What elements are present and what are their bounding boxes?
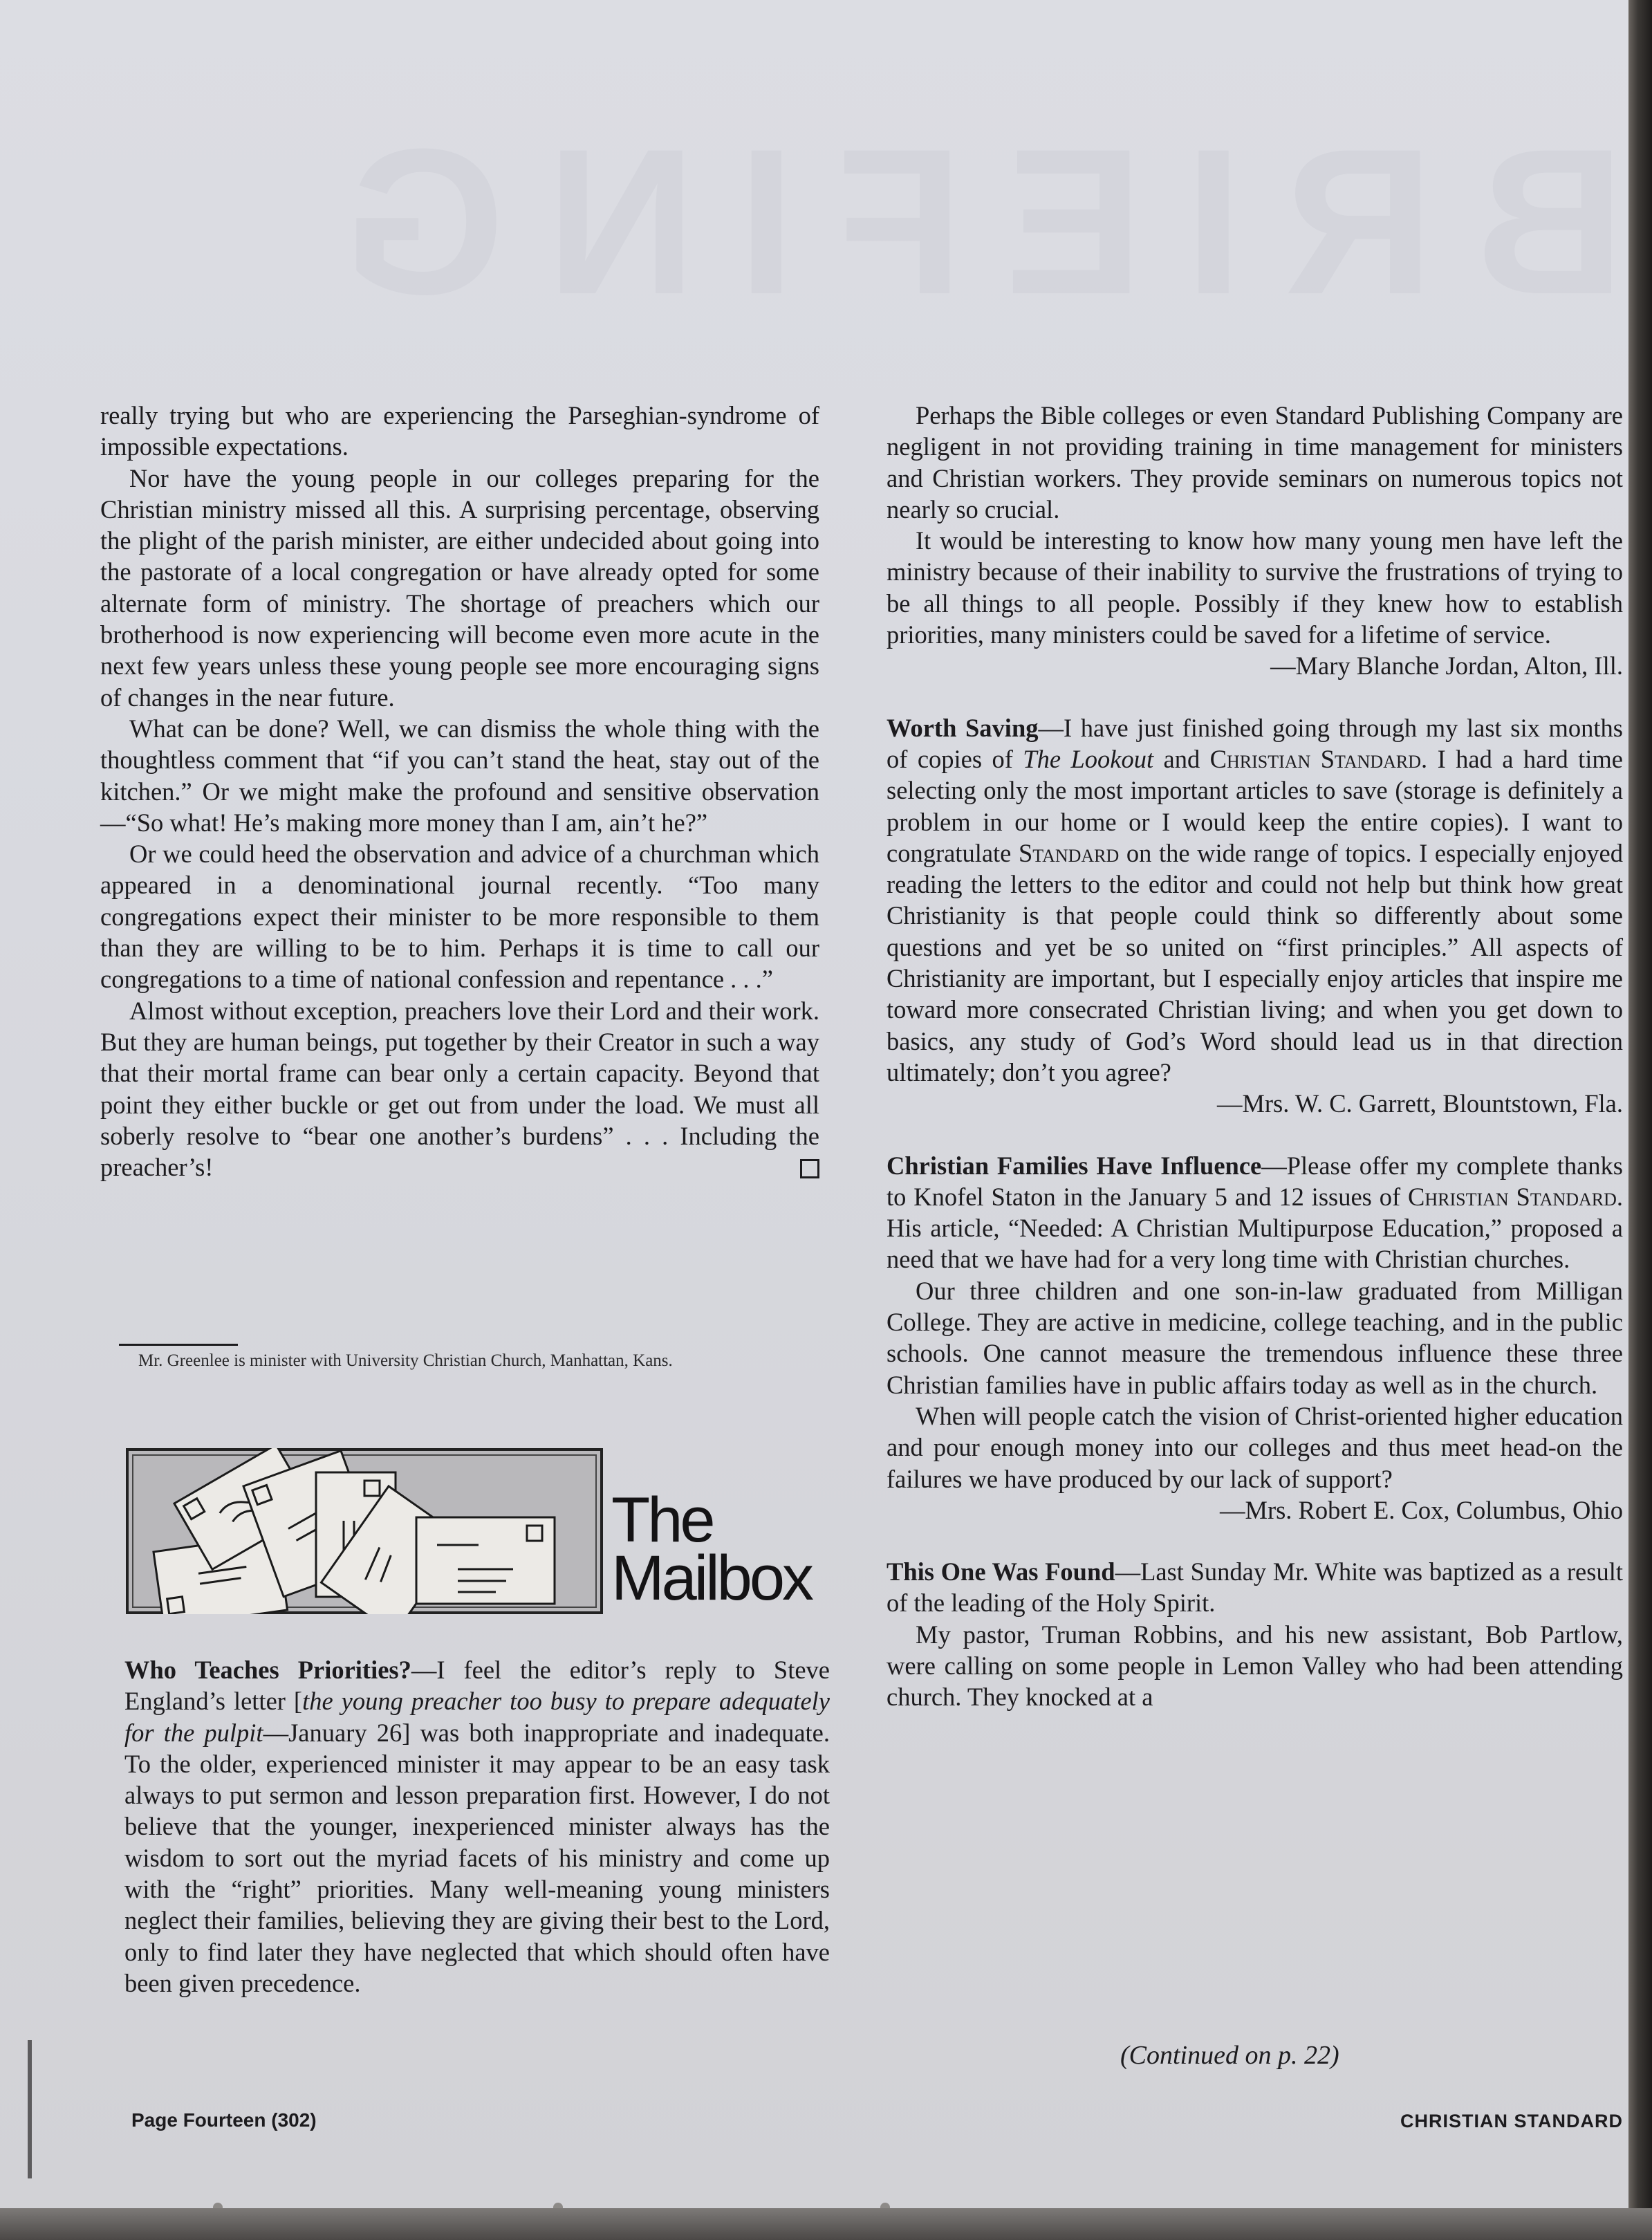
page-edge-bottom <box>0 2208 1652 2240</box>
letter-separator <box>887 1120 1623 1150</box>
article-paragraph-last <box>100 995 819 1183</box>
letter-who-teaches-priorities <box>124 1654 830 1999</box>
magazine-title-smallcaps: Standard <box>1018 838 1120 867</box>
letter-separator <box>887 1526 1623 1556</box>
page-number: Page Fourteen (302) <box>131 2109 317 2131</box>
letter-signature: —Mrs. W. C. Garrett, Blountstown, Fla. <box>1216 1089 1623 1118</box>
letter-heading: Worth Saving <box>887 713 1039 742</box>
letter-text: —Last Sunday Mr. White was baptized as a result of the leading of the Holy Spirit. <box>887 1557 1623 1618</box>
mailbox-title-line: Mailbox <box>611 1543 812 1613</box>
letter-signature: —Mrs. Robert E. Cox, Columbus, Ohio <box>1219 1495 1623 1524</box>
show-through-heading: BRIEFING <box>301 105 1625 337</box>
article-paragraph: Or we could heed the observation and advice of a churchman which appeared in a denominational journal recently. “Too many congregations expect their minister to be more responsible to them than they are willing to be to him. Perhaps it is time to call our congregations to a time of national confession and repentance . . .” <box>100 840 819 994</box>
letter-paragraph: My pastor, Truman Robbins, and his new assistant, Bob Partlow, were calling on some people in Lemon Valley who had been attending church. They knocked at a <box>887 1620 1623 1712</box>
letter-paragraph: Our three children and one son-in-law graduated from Milligan College. They are active in medicine, college teaching, and in the public schools. One cannot measure the tremendous influence these three Christian families have in public affairs today as well as in the church. <box>887 1276 1623 1399</box>
magazine-title-smallcaps: Christian Standard <box>1408 1182 1617 1211</box>
letter-text: . His article, “Needed: A Christian Multipurpose Education,” proposed a need that we have had for a very long time with Christian churches. <box>887 1182 1623 1274</box>
article-paragraph: Nor have the young people in our colleges preparing for the Christian ministry missed all this. A surprising percentage, observing the plight of the parish minister, are either undecided about going into the pastorate of a local congregation or have already opted for some alternate form of ministry. The shortage of preachers which our brotherhood is now experiencing will become even more acute in the next few years unless these young people see more encouraging signs of changes in the near future. <box>100 463 819 712</box>
right-letters-column <box>887 400 1623 1713</box>
mailbox-title <box>611 1485 812 1613</box>
article-paragraph-text: Almost without exception, preachers love their Lord and their work. But they are human beings, put together by their Creator in such a way that their mortal frame can bear only a certain capacity. Beyond that point they either buckle or get out from under the load. We must all soberly resolve to “bear one another’s burdens” . . . Including the preacher’s! <box>100 996 819 1182</box>
letter-signature: —Mary Blanche Jordan, Alton, Ill. <box>1270 651 1623 681</box>
continued-note: (Continued on p. 22) <box>1120 2041 1339 2070</box>
letter-paragraph: When will people catch the vision of Christ-oriented higher education and pour enough money into our colleges and thus meet head-on the failures we have produced by our lack of support? <box>887 1401 1623 1493</box>
letter-text: —I have just finished going through my last six months of copies of <box>887 713 1623 773</box>
letter-text: —Please offer my complete thanks to Knofel Staton in the January 5 and 12 issues of <box>887 1151 1623 1211</box>
letter-paragraph <box>887 1150 1623 1275</box>
letter-text: . I had a hard time selecting only the most important articles to save (storage is definitely a problem in our home or I would keep the entire copies). I want to congratulate <box>887 744 1624 867</box>
magazine-title-italic: The Lookout <box>1023 744 1154 773</box>
mailbox-header <box>126 1444 828 1621</box>
letter-paragraph <box>124 1654 830 1999</box>
article-paragraph: What can be done? Well, we can dismiss the whole thing with the thoughtless comment that “if you can’t stand the heat, stay out of the kitchen.” Or we might make the profound and sensitive observation—“So what! He’s making more money than I am, ain’t he?” <box>100 714 819 837</box>
author-note: Mr. Greenlee is minister with University Christian Church, Manhattan, Kans. <box>138 1351 673 1370</box>
letter-text: —January 26] was both inappropriate and inadequate. To the older, experienced minister it may appear to be an easy task always to put sermon and lesson preparation first. However, I do not believe that the younger, inexperienced minister always has the wisdom to sort out the myriad facets of his ministry and come up with the “right” priorities. Many well-meaning young ministers neglect their families, believing they are giving their best to the Lord, only to find later they have neglected that which should often have been given precedence. <box>124 1718 830 1997</box>
binding-shadow <box>28 2040 32 2178</box>
letter-heading: Who Teaches Priorities? <box>124 1656 411 1684</box>
letter-heading: This One Was Found <box>887 1557 1115 1586</box>
page-edge-right <box>1628 0 1652 2240</box>
envelopes-illustration <box>126 1448 603 1614</box>
letter-paragraph: Perhaps the Bible colleges or even Standard Publishing Company are negligent in not providing training in time management for ministers and Christian workers. They provide seminars on numerous topics not nearly so crucial. <box>887 401 1623 524</box>
letter-paragraph <box>887 712 1623 1089</box>
author-note-rule <box>119 1344 238 1346</box>
magazine-title-smallcaps: Christian Standard <box>1209 744 1422 773</box>
letter-separator <box>887 682 1623 712</box>
publication-name: CHRISTIAN STANDARD <box>1400 2111 1623 2131</box>
letter-paragraph: It would be interesting to know how many young men have left the ministry because of their inability to survive the frustrations of trying to be all things to all people. Possibly if they knew how to establish priorities, many ministers could be saved for a lifetime of service. <box>887 526 1623 649</box>
letter-text: and <box>1153 744 1210 773</box>
letter-text: —I feel the editor’s reply to Steve England’s letter [ <box>124 1656 830 1716</box>
end-mark-icon <box>800 1159 819 1178</box>
letter-paragraph <box>887 1556 1623 1619</box>
letter-heading: Christian Families Have Influence <box>887 1151 1262 1180</box>
left-article-column <box>100 400 819 1183</box>
letter-italic-text: the young preacher too busy to prepare adequately for the pulpit <box>124 1687 830 1747</box>
article-paragraph: really trying but who are experiencing the Parseghian-syndrome of impossible expectations. <box>100 401 819 461</box>
mailbox-title-line: The <box>611 1485 713 1555</box>
letter-text: on the wide range of topics. I especially enjoyed reading the letters to the editor and could not help but think how great Christianity is that people could think so differently about some questions and yet be so united on “first principles.” All aspects of Christianity are important, but I especially enjoy articles that inspire me toward more consecrated Christian living; and when you get down to basics, any study of God’s Word should lead us in that direction ultimately; don’t you agree? <box>887 838 1623 1086</box>
